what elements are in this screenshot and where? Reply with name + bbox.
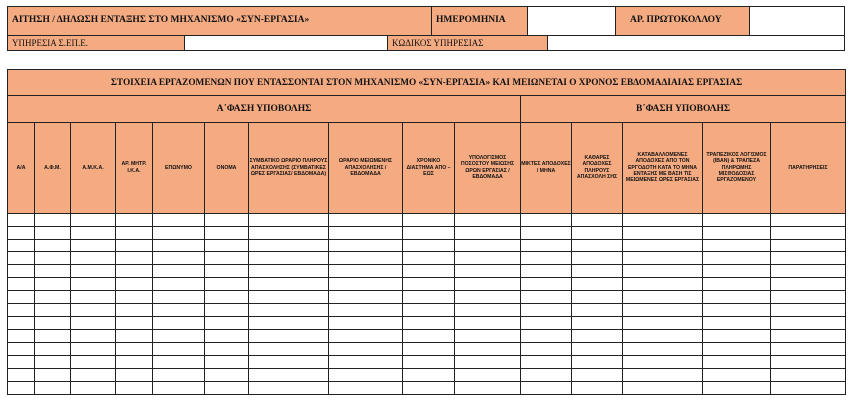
table-title: ΣΤΟΙΧΕΙΑ ΕΡΓΑΖΟΜΕΝΩΝ ΠΟΥ ΕΝΤΑΣΣΟΝΤΑΙ ΣΤΟΝ ΜΗΧΑΝΙΣΜΟ «ΣΥΝ-ΕΡΓΑΣΙΑ» ΚΑΙ ΜΕΙΩΝΕΤΑΙ Ο ΧΡΟΝΟΣ ΕΒΔΟΜΑΔΙΑΙΑΣ ΕΡΓΑΣΙΑΣ bbox=[8, 70, 846, 96]
table-cell[interactable] bbox=[205, 343, 249, 356]
table-cell[interactable] bbox=[249, 213, 329, 226]
table-cell[interactable] bbox=[521, 291, 572, 304]
table-cell[interactable] bbox=[572, 278, 623, 291]
table-cell[interactable] bbox=[8, 304, 35, 317]
table-cell[interactable] bbox=[329, 226, 403, 239]
table-cell[interactable] bbox=[116, 317, 153, 330]
table-cell[interactable] bbox=[703, 304, 771, 317]
table-cell[interactable] bbox=[35, 278, 71, 291]
table-cell[interactable] bbox=[771, 252, 846, 265]
table-cell[interactable] bbox=[71, 291, 116, 304]
table-cell[interactable] bbox=[205, 252, 249, 265]
table-cell[interactable] bbox=[329, 317, 403, 330]
protocol-field[interactable] bbox=[749, 6, 845, 36]
col-header-net-pay: ΚΑΘΑΡΕΣ ΑΠΟΔΟΧΕΣ ΠΛΗΡΟΥΣ ΑΠΑΣΧΟΛΗ ΣΗΣ bbox=[572, 122, 623, 213]
table-row bbox=[8, 278, 846, 291]
table-cell[interactable] bbox=[116, 381, 153, 394]
table-cell[interactable] bbox=[249, 343, 329, 356]
table-cell[interactable] bbox=[572, 368, 623, 381]
table-cell[interactable] bbox=[572, 343, 623, 356]
table-cell[interactable] bbox=[205, 226, 249, 239]
table-cell[interactable] bbox=[71, 226, 116, 239]
service-code-field[interactable] bbox=[547, 35, 845, 51]
table-row bbox=[8, 226, 846, 239]
table-cell[interactable] bbox=[521, 368, 572, 381]
table-cell[interactable] bbox=[703, 252, 771, 265]
table-cell[interactable] bbox=[205, 368, 249, 381]
table-cell[interactable] bbox=[249, 381, 329, 394]
table-cell[interactable] bbox=[249, 304, 329, 317]
col-header-remarks: ΠΑΡΑΤΗΡΗΣΕΙΣ bbox=[771, 122, 846, 213]
table-row bbox=[8, 381, 846, 394]
table-cell[interactable] bbox=[35, 330, 71, 343]
table-cell[interactable] bbox=[771, 213, 846, 226]
table-cell[interactable] bbox=[403, 381, 455, 394]
table-cell[interactable] bbox=[249, 278, 329, 291]
table-cell[interactable] bbox=[8, 355, 35, 368]
table-cell[interactable] bbox=[403, 355, 455, 368]
table-cell[interactable] bbox=[116, 278, 153, 291]
table-cell[interactable] bbox=[521, 355, 572, 368]
table-cell[interactable] bbox=[572, 381, 623, 394]
table-cell[interactable] bbox=[521, 317, 572, 330]
table-cell[interactable] bbox=[116, 239, 153, 252]
table-cell[interactable] bbox=[329, 291, 403, 304]
table-cell[interactable] bbox=[249, 317, 329, 330]
table-cell[interactable] bbox=[521, 226, 572, 239]
table-cell[interactable] bbox=[403, 304, 455, 317]
table-cell[interactable] bbox=[623, 226, 703, 239]
table-cell[interactable] bbox=[8, 239, 35, 252]
table-cell[interactable] bbox=[771, 291, 846, 304]
service-label: ΥΠΗΡΕΣΙΑ Σ.ΕΠ.Ε. bbox=[12, 37, 88, 48]
table-cell[interactable] bbox=[205, 381, 249, 394]
table-cell[interactable] bbox=[521, 343, 572, 356]
table-cell[interactable] bbox=[153, 381, 205, 394]
table-cell[interactable] bbox=[35, 291, 71, 304]
table-cell[interactable] bbox=[623, 343, 703, 356]
table-cell[interactable] bbox=[771, 226, 846, 239]
table-cell[interactable] bbox=[153, 368, 205, 381]
table-row bbox=[8, 265, 846, 278]
table-row bbox=[8, 317, 846, 330]
col-header-name: ΟΝΟΜΑ bbox=[205, 122, 249, 213]
table-cell[interactable] bbox=[116, 343, 153, 356]
application-title-cell bbox=[7, 6, 432, 36]
table-cell[interactable] bbox=[771, 317, 846, 330]
table-cell[interactable] bbox=[153, 252, 205, 265]
table-cell[interactable] bbox=[8, 330, 35, 343]
table-cell[interactable] bbox=[771, 265, 846, 278]
table-cell[interactable] bbox=[249, 265, 329, 278]
service-code-label-cell bbox=[387, 35, 548, 51]
table-cell[interactable] bbox=[71, 252, 116, 265]
table-cell[interactable] bbox=[572, 226, 623, 239]
table-cell[interactable] bbox=[153, 226, 205, 239]
date-field[interactable] bbox=[527, 6, 616, 36]
table-cell[interactable] bbox=[623, 239, 703, 252]
table-cell[interactable] bbox=[116, 355, 153, 368]
table-cell[interactable] bbox=[329, 355, 403, 368]
table-cell[interactable] bbox=[623, 278, 703, 291]
table-cell[interactable] bbox=[153, 265, 205, 278]
table-row bbox=[8, 213, 846, 226]
service-value[interactable] bbox=[185, 36, 387, 50]
protocol-label: ΑΡ. ΠΡΩΤΟΚΟΛΛΟΥ bbox=[630, 15, 722, 26]
table-cell[interactable] bbox=[572, 330, 623, 343]
table-cell[interactable] bbox=[153, 239, 205, 252]
table-cell[interactable] bbox=[703, 265, 771, 278]
table-cell[interactable] bbox=[8, 381, 35, 394]
table-cell[interactable] bbox=[572, 265, 623, 278]
table-cell[interactable] bbox=[623, 381, 703, 394]
table-cell[interactable] bbox=[703, 226, 771, 239]
table-cell[interactable] bbox=[771, 278, 846, 291]
table-cell[interactable] bbox=[771, 304, 846, 317]
table-cell[interactable] bbox=[8, 291, 35, 304]
table-cell[interactable] bbox=[703, 381, 771, 394]
col-header-aa: Α/Α bbox=[8, 122, 35, 213]
table-cell[interactable] bbox=[153, 291, 205, 304]
table-cell[interactable] bbox=[35, 265, 71, 278]
table-cell[interactable] bbox=[249, 291, 329, 304]
table-cell[interactable] bbox=[116, 213, 153, 226]
table-cell[interactable] bbox=[455, 278, 521, 291]
table-cell[interactable] bbox=[71, 317, 116, 330]
table-cell[interactable] bbox=[623, 317, 703, 330]
table-cell[interactable] bbox=[623, 213, 703, 226]
table-cell[interactable] bbox=[623, 355, 703, 368]
table-cell[interactable] bbox=[403, 291, 455, 304]
table-cell[interactable] bbox=[329, 278, 403, 291]
table-cell[interactable] bbox=[116, 304, 153, 317]
table-cell[interactable] bbox=[35, 317, 71, 330]
table-cell[interactable] bbox=[521, 252, 572, 265]
table-cell[interactable] bbox=[8, 213, 35, 226]
table-cell[interactable] bbox=[703, 317, 771, 330]
table-cell[interactable] bbox=[572, 213, 623, 226]
table-cell[interactable] bbox=[116, 291, 153, 304]
table-cell[interactable] bbox=[703, 278, 771, 291]
table-cell[interactable] bbox=[329, 304, 403, 317]
table-cell[interactable] bbox=[572, 304, 623, 317]
table-cell[interactable] bbox=[329, 381, 403, 394]
col-header-period: ΧΡΟΝΙΚΟ ΔΙΑΣΤΗΜΑ ΑΠΟ – ΕΩΣ bbox=[403, 122, 455, 213]
table-cell[interactable] bbox=[329, 252, 403, 265]
table-cell[interactable] bbox=[455, 226, 521, 239]
col-header-amka: Α.Μ.Κ.Α. bbox=[71, 122, 116, 213]
table-cell[interactable] bbox=[153, 343, 205, 356]
protocol-value[interactable] bbox=[750, 7, 844, 35]
col-header-afm: Α.Φ.Μ. bbox=[35, 122, 71, 213]
table-cell[interactable] bbox=[249, 239, 329, 252]
table-cell[interactable] bbox=[35, 226, 71, 239]
table-cell[interactable] bbox=[771, 381, 846, 394]
col-header-reduction-percent: ΥΠΟΛΟΓΙΣΜΟΣ ΠΟΣΟΣΤΟΥ ΜΕΙΩΣΗΣ ΩΡΩΝ ΕΡΓΑΣΙΑΣ / ΕΒΔΟΜΑΔΑ bbox=[455, 122, 521, 213]
date-value[interactable] bbox=[528, 7, 615, 35]
table-cell[interactable] bbox=[455, 252, 521, 265]
table-cell[interactable] bbox=[71, 368, 116, 381]
table-cell[interactable] bbox=[623, 304, 703, 317]
table-cell[interactable] bbox=[455, 304, 521, 317]
table-cell[interactable] bbox=[703, 355, 771, 368]
table-cell[interactable] bbox=[205, 278, 249, 291]
table-cell[interactable] bbox=[35, 213, 71, 226]
table-cell[interactable] bbox=[521, 213, 572, 226]
table-cell[interactable] bbox=[205, 213, 249, 226]
protocol-label-cell bbox=[615, 6, 750, 36]
table-cell[interactable] bbox=[249, 226, 329, 239]
table-row bbox=[8, 304, 846, 317]
table-cell[interactable] bbox=[455, 355, 521, 368]
table-cell[interactable] bbox=[521, 330, 572, 343]
table-cell[interactable] bbox=[455, 239, 521, 252]
table-cell[interactable] bbox=[153, 278, 205, 291]
table-cell[interactable] bbox=[329, 368, 403, 381]
table-cell[interactable] bbox=[572, 317, 623, 330]
table-cell[interactable] bbox=[455, 291, 521, 304]
employees-table bbox=[7, 69, 846, 395]
col-header-gross-pay: ΜΙΚΤΕΣ ΑΠΟΔΟΧΕΣ / ΜΗΝΑ bbox=[521, 122, 572, 213]
table-cell[interactable] bbox=[116, 330, 153, 343]
col-header-reduced-hours: ΩΡΑΡΙΟ ΜΕΙΩΜΕΝΗΣ ΑΠΑΣΧΟΛΗΣΗΣ / ΕΒΔΟΜΑΔΑ bbox=[329, 122, 403, 213]
table-cell[interactable] bbox=[71, 213, 116, 226]
table-cell[interactable] bbox=[35, 239, 71, 252]
table-cell[interactable] bbox=[623, 368, 703, 381]
table-row bbox=[8, 343, 846, 356]
table-cell[interactable] bbox=[623, 265, 703, 278]
service-label-cell bbox=[7, 35, 185, 51]
table-cell[interactable] bbox=[455, 343, 521, 356]
table-cell[interactable] bbox=[35, 304, 71, 317]
table-cell[interactable] bbox=[623, 330, 703, 343]
table-row bbox=[8, 239, 846, 252]
service-field[interactable] bbox=[184, 35, 388, 51]
table-cell[interactable] bbox=[153, 317, 205, 330]
table-cell[interactable] bbox=[623, 291, 703, 304]
col-header-paid-by-employer: ΚΑΤΑΒΑΛΛΟΜΕΝΕΣ ΑΠΟΔΟΧΕΣ ΑΠΟ ΤΟΝ ΕΡΓΟΔΟΤΗ ΚΑΤΑ ΤΟ ΜΗΝΑ ΕΝΤΑΞΗΣ ΜΕ ΒΑΣΗ ΤΙΣ ΜΕΙΩΜΕΝΕΣ ΩΡΕΣ ΕΡΓΑΣΙΑΣ bbox=[623, 122, 703, 213]
table-cell[interactable] bbox=[771, 239, 846, 252]
table-cell[interactable] bbox=[329, 330, 403, 343]
table-cell[interactable] bbox=[771, 330, 846, 343]
table-cell[interactable] bbox=[71, 355, 116, 368]
table-cell[interactable] bbox=[71, 265, 116, 278]
table-cell[interactable] bbox=[521, 381, 572, 394]
table-cell[interactable] bbox=[205, 355, 249, 368]
table-row bbox=[8, 330, 846, 343]
table-cell[interactable] bbox=[329, 239, 403, 252]
table-cell[interactable] bbox=[521, 278, 572, 291]
table-cell[interactable] bbox=[771, 355, 846, 368]
table-cell[interactable] bbox=[403, 368, 455, 381]
phase-b-header: Β΄ΦΑΣΗ ΥΠΟΒΟΛΗΣ bbox=[521, 96, 846, 122]
table-cell[interactable] bbox=[205, 304, 249, 317]
table-cell[interactable] bbox=[205, 330, 249, 343]
table-cell[interactable] bbox=[71, 239, 116, 252]
table-cell[interactable] bbox=[249, 330, 329, 343]
table-cell[interactable] bbox=[521, 304, 572, 317]
table-row bbox=[8, 368, 846, 381]
service-code-label: ΚΩΔΙΚΟΣ ΥΠΗΡΕΣΙΑΣ bbox=[392, 37, 484, 48]
table-cell[interactable] bbox=[329, 213, 403, 226]
table-cell[interactable] bbox=[455, 213, 521, 226]
date-label-cell bbox=[431, 6, 528, 36]
table-cell[interactable] bbox=[35, 252, 71, 265]
table-cell[interactable] bbox=[703, 343, 771, 356]
table-row bbox=[8, 252, 846, 265]
table-cell[interactable] bbox=[455, 265, 521, 278]
table-cell[interactable] bbox=[8, 317, 35, 330]
table-cell[interactable] bbox=[8, 278, 35, 291]
table-cell[interactable] bbox=[623, 252, 703, 265]
table-cell[interactable] bbox=[153, 304, 205, 317]
table-cell[interactable] bbox=[403, 213, 455, 226]
col-header-ika-registry: ΑΡ. ΜΗΤΡ. Ι.Κ.Α. bbox=[116, 122, 153, 213]
table-cell[interactable] bbox=[249, 252, 329, 265]
table-row bbox=[8, 291, 846, 304]
table-cell[interactable] bbox=[403, 343, 455, 356]
date-label: ΗΜΕΡΟΜΗΝΙΑ bbox=[436, 15, 506, 26]
table-cell[interactable] bbox=[703, 330, 771, 343]
table-cell[interactable] bbox=[8, 226, 35, 239]
table-cell[interactable] bbox=[205, 265, 249, 278]
table-cell[interactable] bbox=[703, 213, 771, 226]
table-cell[interactable] bbox=[703, 291, 771, 304]
table-cell[interactable] bbox=[71, 381, 116, 394]
table-cell[interactable] bbox=[703, 368, 771, 381]
table-cell[interactable] bbox=[403, 278, 455, 291]
table-cell[interactable] bbox=[403, 330, 455, 343]
table-row bbox=[8, 355, 846, 368]
table-cell[interactable] bbox=[153, 355, 205, 368]
table-cell[interactable] bbox=[71, 330, 116, 343]
table-cell[interactable] bbox=[703, 239, 771, 252]
table-cell[interactable] bbox=[35, 343, 71, 356]
table-cell[interactable] bbox=[455, 368, 521, 381]
table-cell[interactable] bbox=[205, 239, 249, 252]
table-cell[interactable] bbox=[403, 252, 455, 265]
table-cell[interactable] bbox=[116, 252, 153, 265]
col-header-surname: ΕΠΩΝΥΜΟ bbox=[153, 122, 205, 213]
table-cell[interactable] bbox=[403, 317, 455, 330]
table-cell[interactable] bbox=[116, 368, 153, 381]
table-cell[interactable] bbox=[71, 343, 116, 356]
table-cell[interactable] bbox=[572, 355, 623, 368]
table-cell[interactable] bbox=[153, 330, 205, 343]
application-title: ΑΙΤΗΣΗ / ΔΗΛΩΣΗ ΕΝΤΑΞΗΣ ΣΤΟ ΜΗΧΑΝΙΣΜΟ «ΣΥΝ-ΕΡΓΑΣΙΑ» bbox=[12, 15, 310, 26]
table-cell[interactable] bbox=[8, 252, 35, 265]
table-cell[interactable] bbox=[35, 355, 71, 368]
phase-a-header: Α΄ΦΑΣΗ ΥΠΟΒΟΛΗΣ bbox=[8, 96, 521, 122]
service-code-value[interactable] bbox=[548, 36, 844, 50]
table-cell[interactable] bbox=[8, 265, 35, 278]
table-cell[interactable] bbox=[205, 317, 249, 330]
col-header-contract-hours: ΣΥΜΒΑΤΙΚΟ ΩΡΑΡΙΟ ΠΛΗΡΟΥΣ ΑΠΑΣΧΟΛΗΣΗΣ (ΣΥΜΒΑΤΙΚΕΣ ΩΡΕΣ ΕΡΓΑΣΙΑΣ/ ΕΒΔΟΜΑΔΑ) bbox=[249, 122, 329, 213]
table-cell[interactable] bbox=[572, 252, 623, 265]
table-cell[interactable] bbox=[35, 381, 71, 394]
table-cell[interactable] bbox=[521, 239, 572, 252]
table-cell[interactable] bbox=[572, 291, 623, 304]
table-cell[interactable] bbox=[35, 368, 71, 381]
table-cell[interactable] bbox=[403, 239, 455, 252]
table-cell[interactable] bbox=[403, 226, 455, 239]
table-cell[interactable] bbox=[205, 291, 249, 304]
table-cell[interactable] bbox=[521, 265, 572, 278]
table-cell[interactable] bbox=[455, 381, 521, 394]
table-cell[interactable] bbox=[249, 368, 329, 381]
table-cell[interactable] bbox=[8, 343, 35, 356]
table-cell[interactable] bbox=[403, 265, 455, 278]
table-cell[interactable] bbox=[71, 278, 116, 291]
table-cell[interactable] bbox=[71, 304, 116, 317]
table-cell[interactable] bbox=[249, 355, 329, 368]
table-cell[interactable] bbox=[153, 213, 205, 226]
table-cell[interactable] bbox=[116, 226, 153, 239]
table-cell[interactable] bbox=[455, 330, 521, 343]
table-cell[interactable] bbox=[8, 368, 35, 381]
table-cell[interactable] bbox=[329, 265, 403, 278]
col-header-iban: ΤΡΑΠΕΖΙΚΟΣ ΛΟΓ/ΣΜΟΣ (IBAN) & ΤΡΑΠΕΖΑ ΠΛΗΡΩΜΗΣ ΜΙΣΘΟΔΟΣΙΑΣ ΕΡΓΑΖΟΜΕΝΟΥ bbox=[703, 122, 771, 213]
table-cell[interactable] bbox=[771, 368, 846, 381]
table-cell[interactable] bbox=[455, 317, 521, 330]
table-cell[interactable] bbox=[771, 343, 846, 356]
table-cell[interactable] bbox=[572, 239, 623, 252]
table-cell[interactable] bbox=[329, 343, 403, 356]
table-cell[interactable] bbox=[116, 265, 153, 278]
